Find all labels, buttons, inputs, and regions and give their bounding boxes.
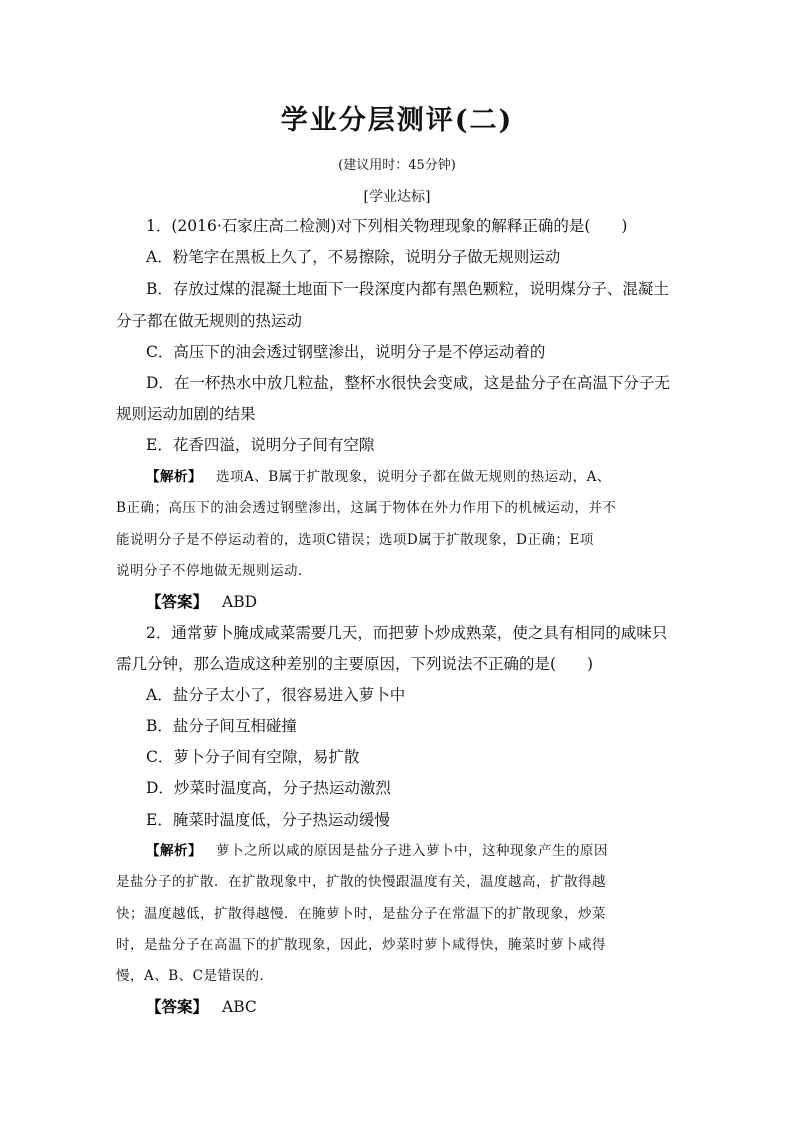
q2-analysis-line: 是盐分子的扩散．在扩散现象中，扩散的快慢跟温度有关，温度越高，扩散得越: [116, 874, 606, 890]
analysis-tag: 【解析】: [146, 469, 202, 485]
answer-tag: 【答案】: [146, 997, 209, 1016]
q1-option-b-cont: 分子都在做无规则的热运动: [116, 312, 303, 330]
q2-analysis-text: 萝卜之所以咸的原因是盐分子进入萝卜中，这种现象产生的原因: [216, 843, 608, 859]
q2-option-d: D．炒菜时温度高，分子热运动激烈: [146, 779, 391, 797]
section-heading: [学业达标]: [363, 189, 431, 205]
q2-analysis-line: 快；温度越低，扩散得越慢．在腌萝卜时，是盐分子在常温下的扩散现象，炒菜: [116, 906, 606, 922]
q1-analysis-line: [146, 466, 611, 488]
q1-option-a: A．粉笔字在黑板上久了，不易擦除，说明分子做无规则运动: [146, 248, 561, 266]
q1-stem: 1．(2016·石家庄高二检测)对下列相关物理现象的解释正确的是( ): [146, 217, 628, 235]
q1-option-d: D．在一杯热水中放几粒盐，整杯水很快会变咸，这是盐分子在高温下分子无: [146, 374, 670, 392]
q1-answer-line: [146, 591, 257, 613]
page-title: 学业分层测评(二): [280, 105, 514, 136]
q2-stem: 2．通常萝卜腌成咸菜需要几天，而把萝卜炒成熟菜，使之具有相同的咸味只: [146, 624, 668, 642]
q2-option-b: B．盐分子间互相碰撞: [146, 717, 297, 735]
q2-analysis-line: [146, 840, 608, 862]
q1-analysis-line: B正确；高压下的油会透过钢壁渗出，这属于物体在外力作用下的机械运动，并不: [116, 500, 617, 516]
q1-option-e: E．花香四溢，说明分子间有空隙: [146, 436, 375, 454]
q2-option-a: A．盐分子太小了，很容易进入萝卜中: [146, 686, 406, 704]
q2-stem-cont: 需几分钟，那么造成这种差别的主要原因，下列说法不正确的是( ): [116, 655, 594, 673]
q1-option-b: B．存放过煤的混凝土地面下一段深度内都有黑色颗粒，说明煤分子、混凝土: [146, 280, 669, 298]
q2-answer: ABC: [222, 998, 257, 1016]
q2-analysis-line: 慢，A、B、C是错误的．: [116, 968, 274, 984]
answer-tag: 【答案】: [146, 592, 209, 611]
q2-option-c: C．萝卜分子间有空隙，易扩散: [146, 748, 360, 766]
suggested-time: (建议用时：45分钟): [338, 158, 456, 173]
q1-analysis-line: 能说明分子是不停运动着的，选项C错误；选项D属于扩散现象，D正确；E项: [116, 532, 594, 548]
q2-analysis-line: 时，是盐分子在高温下的扩散现象，因此，炒菜时萝卜咸得快，腌菜时萝卜咸得: [116, 937, 606, 953]
q1-answer: ABD: [222, 593, 258, 611]
q1-analysis-text: 选项A、B属于扩散现象，说明分子都在做无规则的热运动，A、: [216, 469, 611, 485]
q2-option-e: E．腌菜时温度低，分子热运动缓慢: [146, 811, 390, 829]
q2-answer-line: [146, 996, 257, 1018]
q1-option-c: C．高压下的油会透过钢壁渗出，说明分子是不停运动着的: [146, 343, 546, 361]
q1-analysis-line: 说明分子不停地做无规则运动．: [116, 563, 312, 579]
analysis-tag: 【解析】: [146, 843, 202, 859]
q1-option-d-cont: 规则运动加剧的结果: [116, 405, 256, 423]
